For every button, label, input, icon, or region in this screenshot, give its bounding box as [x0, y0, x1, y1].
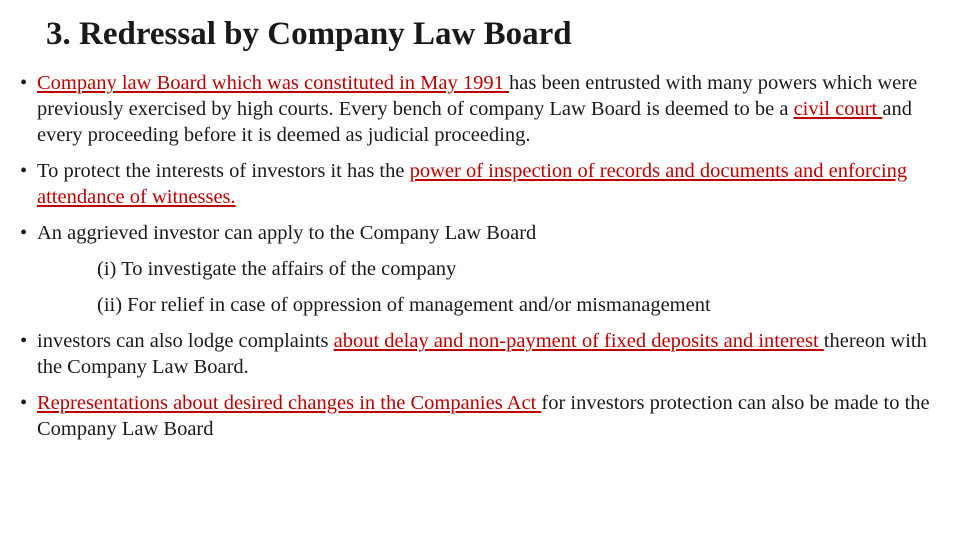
- body-text: has been entrusted with many powers which were previously exercised by high courts. Every bench of company Law Board is deemed to be a: [37, 72, 918, 120]
- bullet-item: [20, 158, 950, 210]
- slide-body: [20, 70, 950, 452]
- bullet-dot: •: [20, 72, 28, 94]
- slide-title: 3. Redressal by Company Law Board: [46, 16, 572, 52]
- highlight-text: about delay and non-payment of fixed deposits and interest: [333, 330, 824, 352]
- bullet-dot: •: [20, 160, 28, 182]
- highlight-text: Company law Board which was constituted in May 1991: [37, 72, 510, 94]
- body-text: To protect the interests of investors it has the: [37, 160, 410, 182]
- bullet-item: [20, 390, 950, 442]
- highlight-text: Representations about desired changes in the Companies Act: [37, 392, 542, 414]
- body-text: and every proceeding before it is deemed as judicial proceeding.: [37, 98, 912, 146]
- sub-item: (ii) For relief in case of oppression of management and/or mismanagement: [97, 294, 711, 316]
- bullet-dot: •: [20, 222, 28, 244]
- body-text: for investors protection can also be made to the Company Law Board: [37, 392, 930, 440]
- body-text: thereon with the Company Law Board.: [37, 330, 927, 378]
- highlight-text: civil court: [793, 98, 883, 120]
- body-text: investors can also lodge complaints: [37, 330, 334, 352]
- bullet-item: [20, 70, 950, 148]
- bullet-dot: •: [20, 330, 28, 352]
- sub-item: (i) To investigate the affairs of the company: [97, 258, 457, 280]
- bullet-dot: •: [20, 392, 28, 414]
- highlight-text: power of inspection of records and documents and enforcing attendance of witnesses.: [37, 160, 908, 208]
- bullet-item: [20, 328, 950, 380]
- bullet-item: [20, 220, 950, 246]
- body-text: An aggrieved investor can apply to the Company Law Board: [37, 222, 537, 244]
